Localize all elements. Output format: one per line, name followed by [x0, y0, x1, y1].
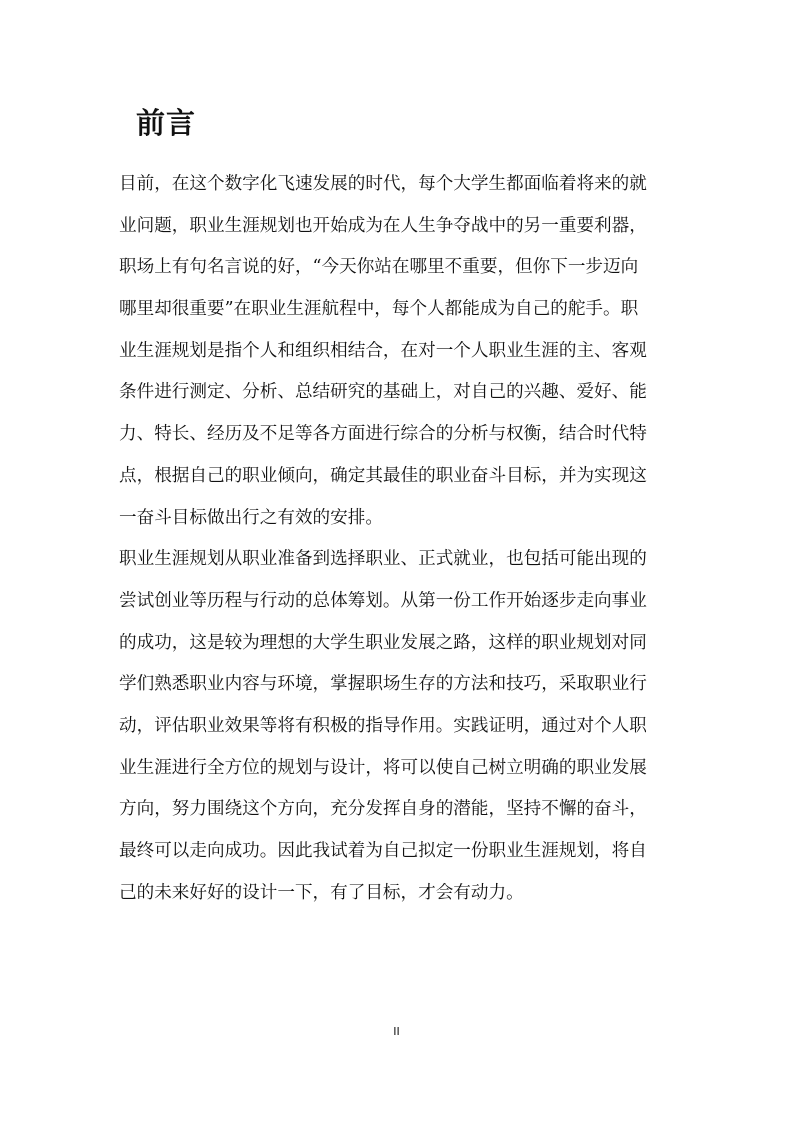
text-line: 一奋斗目标做出行之有效的安排。	[119, 507, 383, 528]
text-line: 力、特长、经历及不足等各方面进行综合的分析与权衡，结合时代特	[119, 424, 647, 445]
text-line: 业生涯进行全方位的规划与设计，将可以使自己树立明确的职业发展	[119, 757, 647, 778]
text-line: 动，评估职业效果等将有积极的指导作用。实践证明，通过对个人职	[119, 715, 647, 736]
text-line: 最终可以走向成功。因此我试着为自己拟定一份职业生涯规划，将自	[119, 841, 647, 861]
page-number: II	[393, 1025, 400, 1038]
text-line: 点，根据自己的职业倾向，确定其最佳的职业奋斗目标，并为实现这	[119, 465, 647, 486]
text-line: 尝试创业等历程与行动的总体筹划。从第一份工作开始逐步走向事业	[119, 590, 647, 611]
text-line: 的成功，这是较为理想的大学生职业发展之路，这样的职业规划对同	[119, 632, 647, 653]
text-line: 业问题，职业生涯规划也开始成为在人生争夺战中的另一重要利器，	[119, 215, 647, 236]
text-line: 目前，在这个数字化飞速发展的时代，每个大学生都面临着将来的就	[119, 174, 647, 194]
text-line: 条件进行测定、分析、总结研究的基础上，对自己的兴趣、爱好、能	[119, 382, 647, 403]
text-line: 哪里却很重要”在职业生涯航程中，每个人都能成为自己的舵手。职	[119, 299, 639, 320]
text-line: 方向，努力围绕这个方向，充分发挥自身的潜能，坚持不懈的奋斗，	[119, 799, 647, 820]
text-line: 职业生涯规划从职业准备到选择职业、正式就业，也包括可能出现的	[119, 549, 647, 570]
text-line: 己的未来好好的设计一下，有了目标，才会有动力。	[119, 882, 524, 903]
text-line: 职场上有句名言说的好，“今天你站在哪里不重要，但你下一步迈向	[119, 257, 639, 278]
text-line: 学们熟悉职业内容与环境，掌握职场生存的方法和技巧，采取职业行	[119, 674, 647, 695]
body-text	[119, 164, 675, 914]
page-title: 前言	[136, 106, 197, 140]
text-line: 业生涯规划是指个人和组织相结合，在对一个人职业生涯的主、客观	[119, 340, 647, 361]
